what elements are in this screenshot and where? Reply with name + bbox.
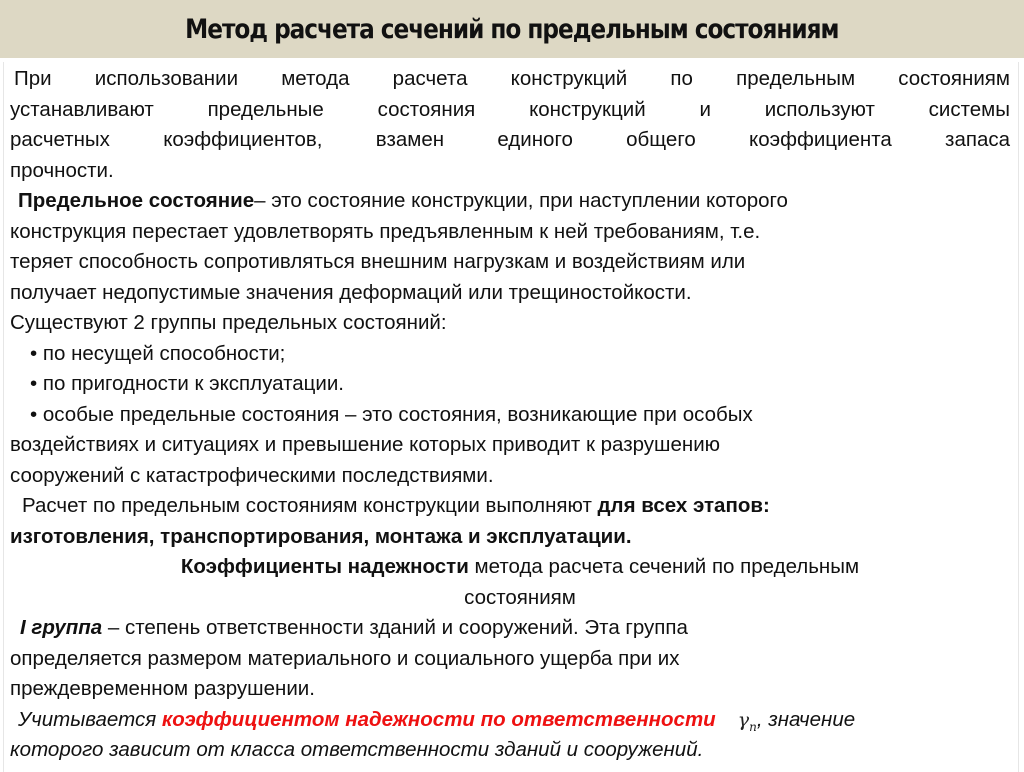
gamma-n-symbol: $\gamma_n$ xyxy=(737,708,757,734)
bullet-item: • по несущей способности; xyxy=(30,341,286,365)
coef-heading xyxy=(10,552,1010,583)
note-prefix: Учитывается xyxy=(18,707,162,731)
intro-line: расчетных коэффициентов, взамен единого общего коэффициента запаса xyxy=(10,128,1010,151)
special-line: сооружений с катастрофическими последствиями. xyxy=(10,463,494,487)
note-line xyxy=(10,705,1010,736)
slide-header xyxy=(0,0,1024,58)
coef-heading-line2: состояниям xyxy=(464,585,576,609)
group1-text: – степень ответственности зданий и сооружений. Эта группа xyxy=(102,616,688,639)
intro-line: При использовании метода расчета конструкций по предельным состояниям xyxy=(14,67,1010,90)
intro-line: прочности. xyxy=(10,158,114,182)
bullet-item: • по пригодности к эксплуатации. xyxy=(30,372,344,395)
definition-text: – это состояние конструкции, при наступлении которого xyxy=(254,189,788,212)
calc-line xyxy=(10,491,1010,522)
calc-stages-list: изготовления, транспортирования, монтажа и эксплуатации. xyxy=(10,524,632,548)
definition-line: теряет способность сопротивляться внешним нагрузкам и воздействиям или xyxy=(10,250,746,273)
coef-heading-text: метода расчета сечений по предельным xyxy=(468,555,860,578)
bullet-item: • особые предельные состояния – это состояния, возникающие при особых xyxy=(30,402,753,426)
definition-term: Предельное состояние xyxy=(18,189,255,212)
group1-line xyxy=(10,613,1010,644)
slide-body xyxy=(10,64,1010,766)
note-suffix: , значение xyxy=(756,707,856,731)
definition-line xyxy=(10,186,1010,217)
special-line: воздействиях и ситуациях и превышение которых приводит к разрушению xyxy=(10,433,721,456)
definition-line: получает недопустимые значения деформаций или трещиностойкости. xyxy=(10,280,692,304)
note-highlight: коэффициентом надежности по ответственности xyxy=(161,707,716,731)
intro-line: устанавливают предельные состояния конструкций и используют системы xyxy=(10,97,1010,121)
group1-line: определяется размером материального и социального ущерба при их xyxy=(10,646,680,670)
groups-intro: Существуют 2 группы предельных состояний: xyxy=(10,311,447,334)
calc-stages: для всех этапов: xyxy=(597,494,770,517)
group1-label: I группа xyxy=(20,616,103,639)
group1-line: преждевременном разрушении. xyxy=(10,677,315,700)
definition-line: конструкция перестает удовлетворять предъявленным к ней требованиям, т.е. xyxy=(10,219,761,243)
calc-text: Расчет по предельным состояниям конструкции выполняют xyxy=(22,494,598,517)
coef-heading-bold: Коэффициенты надежности xyxy=(180,555,469,578)
note-line: которого зависит от класса ответственности зданий и сооружений. xyxy=(10,738,704,761)
slide-title: Метод расчета сечений по предельным состояниям xyxy=(185,13,839,45)
